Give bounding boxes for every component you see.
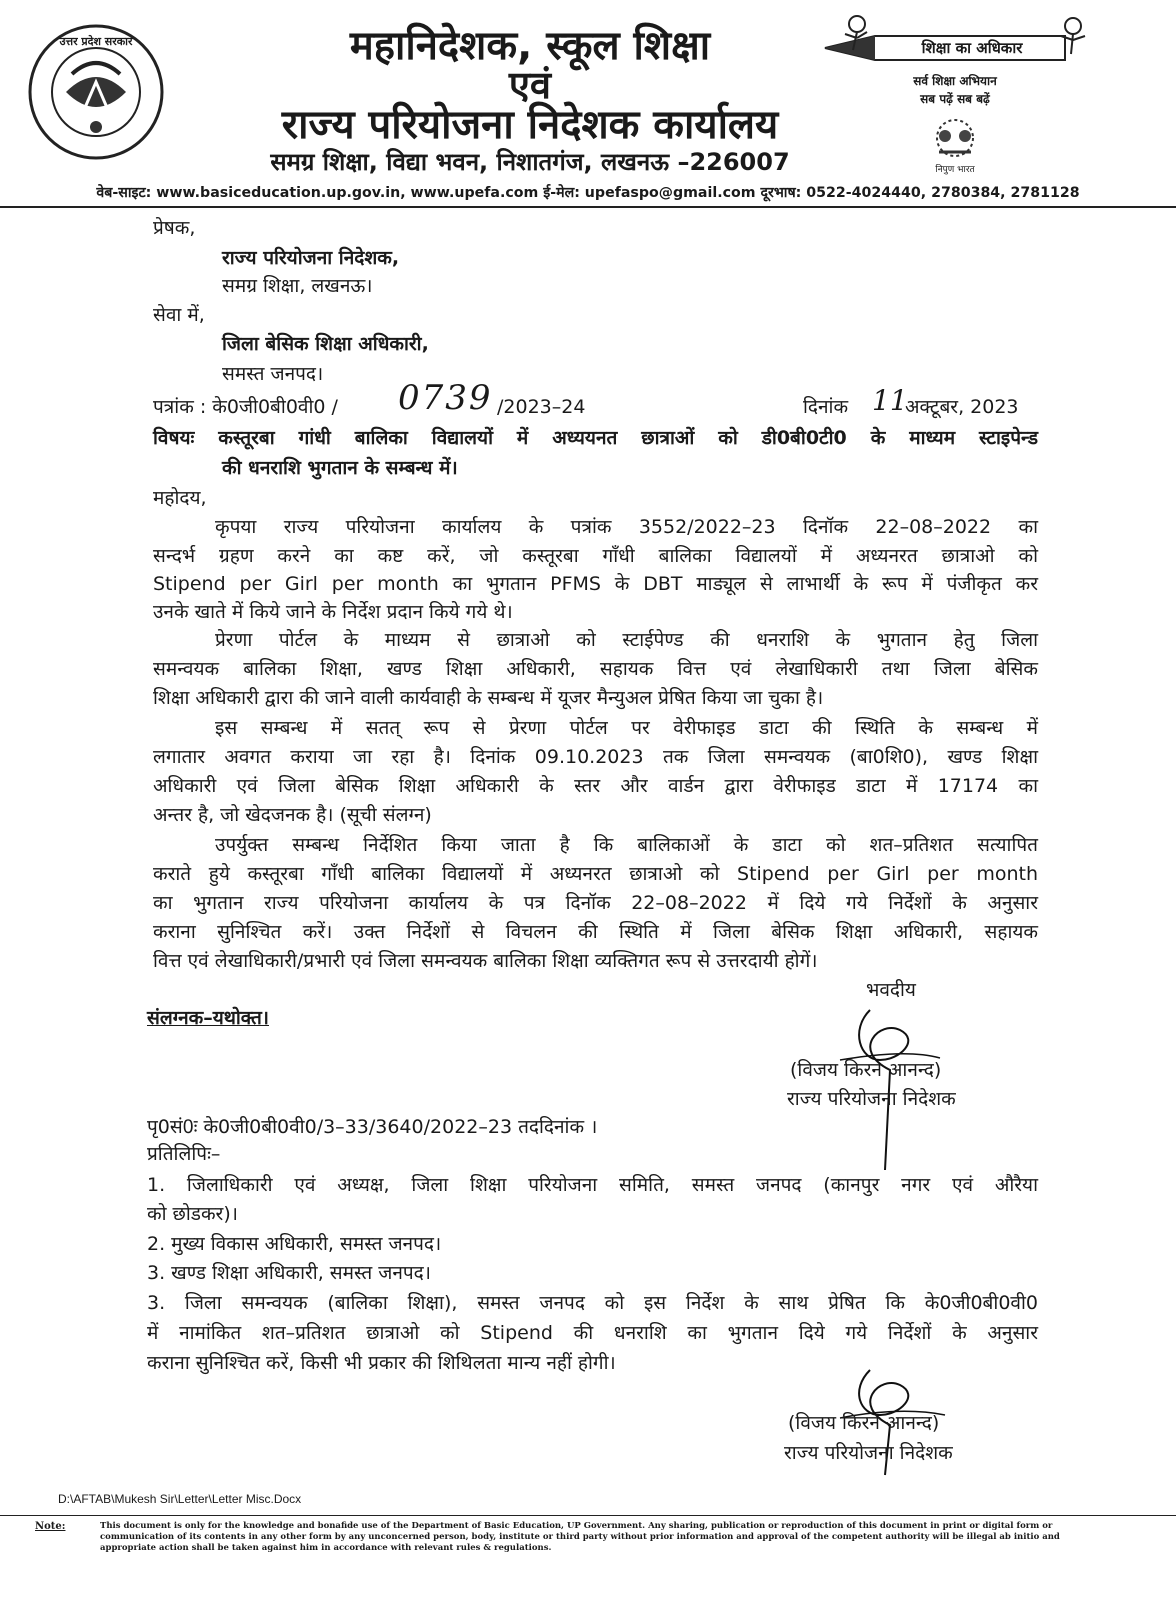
copy-item1-line2: को छोडकर)।: [147, 1203, 238, 1225]
patrank-prefix: पत्रांक : के0जी0बी0वी0 /: [153, 396, 338, 418]
copy-item4-line2: में नामांकित शत–प्रतिशत छात्राओ को Stipend की धनराशि का भुगतान दिये गये निर्देशों के अनुसार: [147, 1322, 1038, 1344]
p2-line3: शिक्षा अधिकारी द्वारा की जाने वाली कार्यवाही के सम्बन्ध में यूजर मैन्युअल प्रेषित किया जा चुका है।: [153, 687, 824, 709]
sender-place: समग्र शिक्षा, लखनऊ।: [222, 275, 373, 297]
government-emblem: [26, 22, 166, 162]
p3-line2: लगातार अवगत कराया जा रहा है। दिनांक 09.10.2023 तक जिला समन्वयक (बा0शि0), खण्ड शिक्षा: [153, 746, 1038, 768]
note-text: This document is only for the knowledge and bonafide use of the Department of Basic Education, UP Government. Any sharing, publication or reproduction of this document in print or digital form or communication of its contents in any other form by any unconcerned person, body, institute or third party without prior information and approval of the competent authority will be illegal ab initio and appropriate action shall be taken against him in accordance with relevant rules & regulations.: [100, 1521, 1060, 1553]
header-divider: [0, 206, 1176, 208]
p1-line2: सन्दर्भ ग्रहण करने का कष्ट करें, जो कस्तूरबा गाँधी बालिका विद्यालयों में अध्यनरत छात्राओ को: [153, 545, 1038, 567]
copy-item4-line1: 3. जिला समन्वयक (बालिका शिक्षा), समस्त जनपद को इस निर्देश के साथ प्रेषित कि के0जी0बी0वी0: [147, 1292, 1038, 1314]
p4-line3: का भुगतान राज्य परियोजना कार्यालय के पत्र दिनॉक 22–08–2022 में दिये गये निर्देशों के अनुसार: [153, 892, 1038, 914]
signature1-name: (विजय किरन आनन्द): [790, 1059, 942, 1081]
p1-line1: कृपया राज्य परियोजना कार्यालय के पत्रांक 3552/2022–23 दिनॉक 22–08–2022 का: [215, 516, 1038, 538]
header-title-line3: राज्य परियोजना निदेशक कार्यालय: [281, 102, 779, 148]
date-label: दिनांक: [803, 396, 849, 418]
header-title-line1: महानिदेशक, स्कूल शिक्षा: [349, 23, 711, 69]
copy-item1-line1: 1. जिलाधिकारी एवं अध्यक्ष, जिला शिक्षा परियोजना समिति, समस्त जनपद (कानपुर नगर एवं औरैया: [147, 1174, 1038, 1196]
copy-label: प्रतिलिपिः–: [147, 1143, 221, 1165]
header-address: समग्र शिक्षा, विद्या भवन, निशातगंज, लखनऊ –226007: [270, 148, 790, 176]
bhavdiya: भवदीय: [866, 979, 916, 1001]
file-path: D:\AFTAB\Mukesh Sir\Letter\Letter Misc.Docx: [58, 1492, 302, 1506]
copy-item4-line3: कराना सुनिश्चित करें, किसी भी प्रकार की शिथिलता मान्य नहीं होगी।: [147, 1352, 616, 1374]
nipun-bharat-icon: [915, 116, 995, 164]
patrank-suffix: /2023–24: [497, 396, 586, 418]
p3-line1: इस सम्बन्ध में सतत् रूप से प्रेरणा पोर्टल पर वेरीफाइड डाटा की स्थिति के सम्बन्ध में: [215, 717, 1038, 739]
nipun-label: निपुण भारत: [935, 165, 975, 175]
note-label: Note:: [35, 1521, 66, 1532]
ssa-banner-text: शिक्षा का अधिकार: [921, 39, 1023, 57]
header-title-line2: एवं: [508, 63, 552, 107]
p3-line3: अधिकारी एवं जिला बेसिक शिक्षा अधिकारी के स्तर और वार्डन द्वारा वेरीफाइड डाटा में 17174 का: [153, 775, 1038, 797]
ssa-line2: सब पढ़ें सब बढ़ें: [920, 92, 990, 106]
p4-line5: वित्त एवं लेखाधिकारी/प्रभारी एवं जिला समन्वयक बालिका शिक्षा व्यक्तिगत रूप से उत्तरदायी होगें।: [153, 950, 818, 972]
enclosure: संलग्नक–यथोक्त।: [147, 1007, 269, 1029]
patrank-number: 0739: [398, 378, 493, 418]
subject-line2: की धनराशि भुगतान के सम्बन्ध में।: [222, 457, 458, 479]
signature1-title: राज्य परियोजना निदेशक: [787, 1088, 956, 1110]
signature2-name: (विजय किरन आनन्द): [788, 1412, 940, 1434]
sender-name: राज्य परियोजना निदेशक,: [222, 247, 400, 269]
salutation: महोदय,: [153, 487, 207, 509]
subject-line1: विषयः कस्तूरबा गांधी बालिका विद्यालयों में अध्ययनत छात्राओं को डी0बी0टी0 के माध्यम स्टाइपेन्ड: [153, 427, 1038, 449]
p2-line1: प्रेरणा पोर्टल के माध्यम से छात्राओ को स्टाईपेण्ड की धनराशि के भुगतान हेतु जिला: [215, 629, 1038, 651]
signature2-title: राज्य परियोजना निदेशक: [784, 1442, 953, 1464]
recipient-name: जिला बेसिक शिक्षा अधिकारी,: [222, 333, 429, 355]
p4-line1: उपर्युक्त सम्बन्ध निर्देशित किया जाता है कि बालिकाओं के डाटा को शत–प्रतिशत सत्यापित: [215, 834, 1038, 856]
sender-label: प्रेषक,: [153, 217, 196, 239]
footer-divider: [0, 1515, 1176, 1516]
copy-reference: पृ0सं0ः के0जी0बी0वी0/3–33/3640/2022–23 तददिनांक ।: [147, 1116, 598, 1138]
ssa-logo: [815, 10, 1095, 175]
date-day: 11: [872, 384, 908, 417]
copy-item3: 3. खण्ड शिक्षा अधिकारी, समस्त जनपद।: [147, 1262, 431, 1284]
p1-line4: उनके खाते में किये जाने के निर्देश प्रदान किये गये थे।: [153, 601, 513, 623]
contact-line: वेब-साइट: www.basiceducation.up.gov.in, www.upefa.com ई-मेल: upefaspo@gmail.com दूरभाष: 0522-4024440, 2780384, 2781128: [96, 185, 1080, 201]
recipient-place: समस्त जनपद।: [222, 363, 324, 385]
p1-line3: Stipend per Girl per month का भुगतान PFMS के DBT माड्यूल से लाभार्थी के रूप में पंजीकृत कर: [153, 573, 1038, 595]
date-rest: अक्टूबर, 2023: [905, 396, 1019, 418]
ssa-line1: सर्व शिक्षा अभियान: [913, 74, 997, 88]
recipient-label: सेवा में,: [153, 304, 205, 326]
p4-line4: कराना सुनिश्चित करें। उक्त निर्देशों से विचलन की स्थिति में जिला बेसिक शिक्षा अधिकारी, सहायक: [153, 921, 1038, 943]
p2-line2: समन्वयक बालिका शिक्षा, खण्ड शिक्षा अधिकारी, सहायक वित्त एवं लेखाधिकारी तथा जिला बेसिक: [153, 658, 1038, 680]
emblem-text: उत्तर प्रदेश सरकार: [59, 35, 133, 48]
p3-line4: अन्तर है, जो खेदजनक है। (सूची संलग्न): [153, 804, 432, 826]
copy-item2: 2. मुख्य विकास अधिकारी, समस्त जनपद।: [147, 1233, 442, 1255]
p4-line2: कराते हुये कस्तूरबा गाँधी बालिका विद्यालयों में अध्यनरत छात्राओ को Stipend per Girl per month: [153, 863, 1038, 885]
